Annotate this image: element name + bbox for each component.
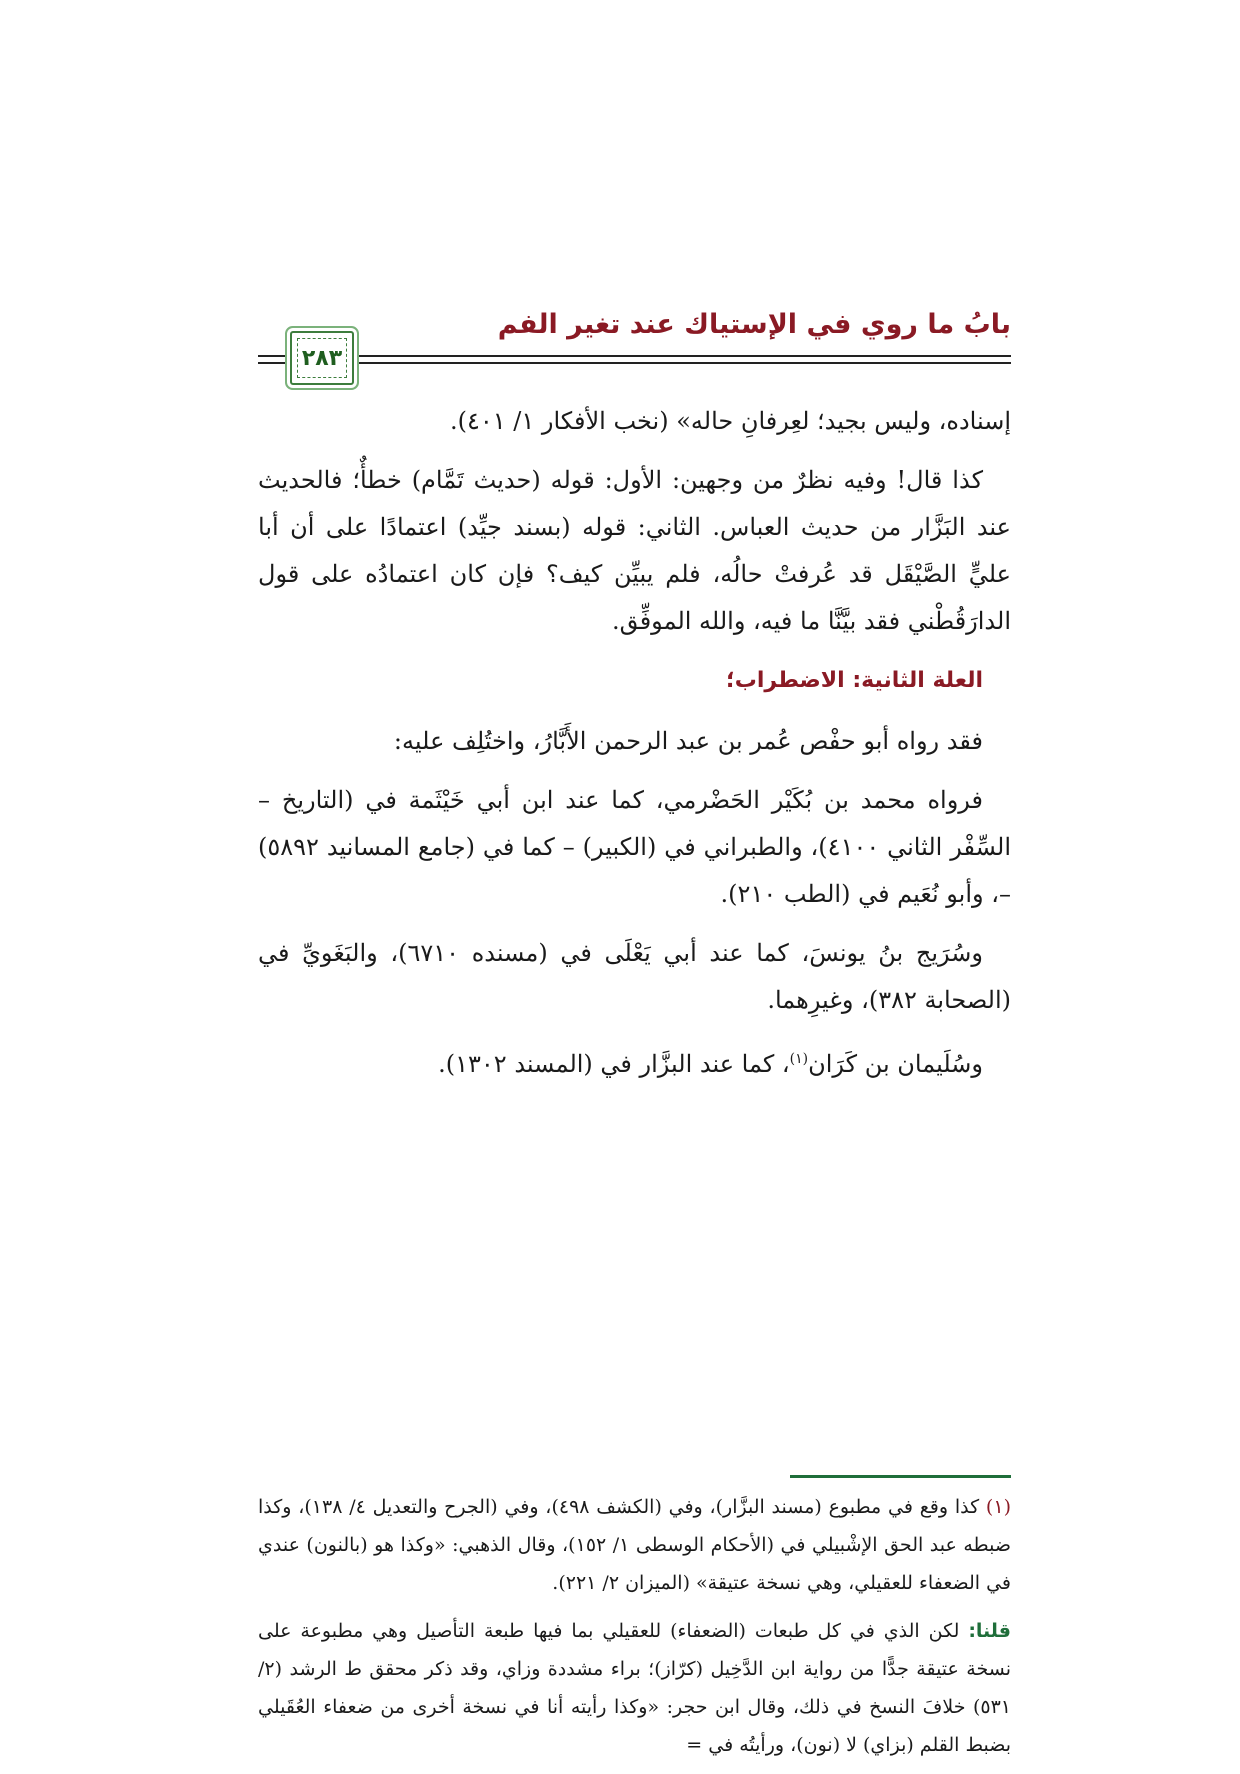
footnote-1 <box>258 1488 1011 1602</box>
footnote-text: كذا وقع في مطبوع (مسند البزَّار)، وفي (الكشف ٤٩٨)، وفي (الجرح والتعديل ٤/ ١٣٨)، وكذا ضبطه عبد الحق الإشْبيلي في (الأحكام الوسطى ١/ ١٥٢)، وقال الذهبي: «وكذا هو (بالنون) عندي في الضعفاء للعقيلي، وهي نسخة عتيقة» (الميزان ٢/ ٢٢١). <box>258 1496 1011 1594</box>
footnote-separator <box>790 1475 1011 1478</box>
paragraph: فقد رواه أبو حفْص عُمر بن عبد الرحمن الأَبَّارُ، واختُلِف عليه: <box>393 727 983 755</box>
paragraph: إسناده، وليس بجيد؛ لعِرفانِ حاله» (نخب الأفكار ١/ ٤٠١). <box>449 407 1011 435</box>
paragraph-text: وسُلَيمان بن كَرَان <box>808 1050 983 1078</box>
footnote-note <box>258 1612 1011 1764</box>
paragraph-text: ، كما عند البزَّار في (المسند ١٣٠٢). <box>438 1050 790 1078</box>
paragraph: كذا قال! وفيه نظرٌ من وجهين: الأول: قوله (حديث تَمَّام) خطأٌ؛ فالحديث عند البَزَّار من حديث العباس. الثاني: قوله (بسند جيِّد) اعتمادًا على أن أبا عليٍّ الصَّيْقَل قد عُرفتْ حالُه، فلم يبيِّن كيف؟ فإن كان اعتمادُه على قول الدارَقُطْني فقد بيَّنَّا ما فيه، والله الموفِّق. <box>258 466 1011 635</box>
footnote-number: (١) <box>985 1496 1011 1518</box>
page-header <box>258 305 1011 375</box>
qulna-label: قلنا: <box>968 1620 1011 1642</box>
header-rule-top <box>258 355 1011 357</box>
footnote-text: لكن الذي في كل طبعات (الضعفاء) للعقيلي بما فيها طبعة التأصيل وهي مطبوعة على نسخة عتيقة جدًّا من رواية ابن الدَّخِيل (كرّاز)؛ براء مشددة وزاي، وقد ذكر محقق ط الرشد (٢/ ٥٣١) خلافَ النسخ في ذلك، وقال ابن حجر: «وكذا رأيته أنا في نسخة أخرى من ضعفاء العُقَيلي بضبط القلم (بزاي) لا (نون)، ورأيتُه في = <box>258 1620 1011 1756</box>
chapter-title: بابُ ما روي في الإستياك عند تغير الفم <box>497 309 1011 340</box>
paragraph: فرواه محمد بن بُكَيْر الحَضْرمي، كما عند ابن أبي خَيْثَمة في (التاريخ – السِّفْر الثاني ٤١٠٠)، والطبراني في (الكبير) – كما في (جامع المسانيد ٥٨٩٢) –، وأبو نُعَيم في (الطب ٢١٠). <box>258 786 1012 908</box>
footnotes <box>258 1488 1011 1774</box>
section-heading: العلة الثانية: الاضطراب؛ <box>725 668 983 693</box>
paragraph <box>258 1036 1011 1088</box>
main-text <box>258 398 1011 1100</box>
page-number: ٢٨٣ <box>297 338 347 378</box>
page-number-badge <box>290 331 354 385</box>
footnote-reference[interactable]: (١) <box>789 1051 809 1067</box>
header-rule-bottom <box>258 362 1011 364</box>
paragraph: وسُرَيج بنُ يونسَ، كما عند أبي يَعْلَى في (مسنده ٦٧١٠)، والبَغَويِّ في (الصحابة ٣٨٢)، وغيرِهما. <box>258 939 1011 1014</box>
